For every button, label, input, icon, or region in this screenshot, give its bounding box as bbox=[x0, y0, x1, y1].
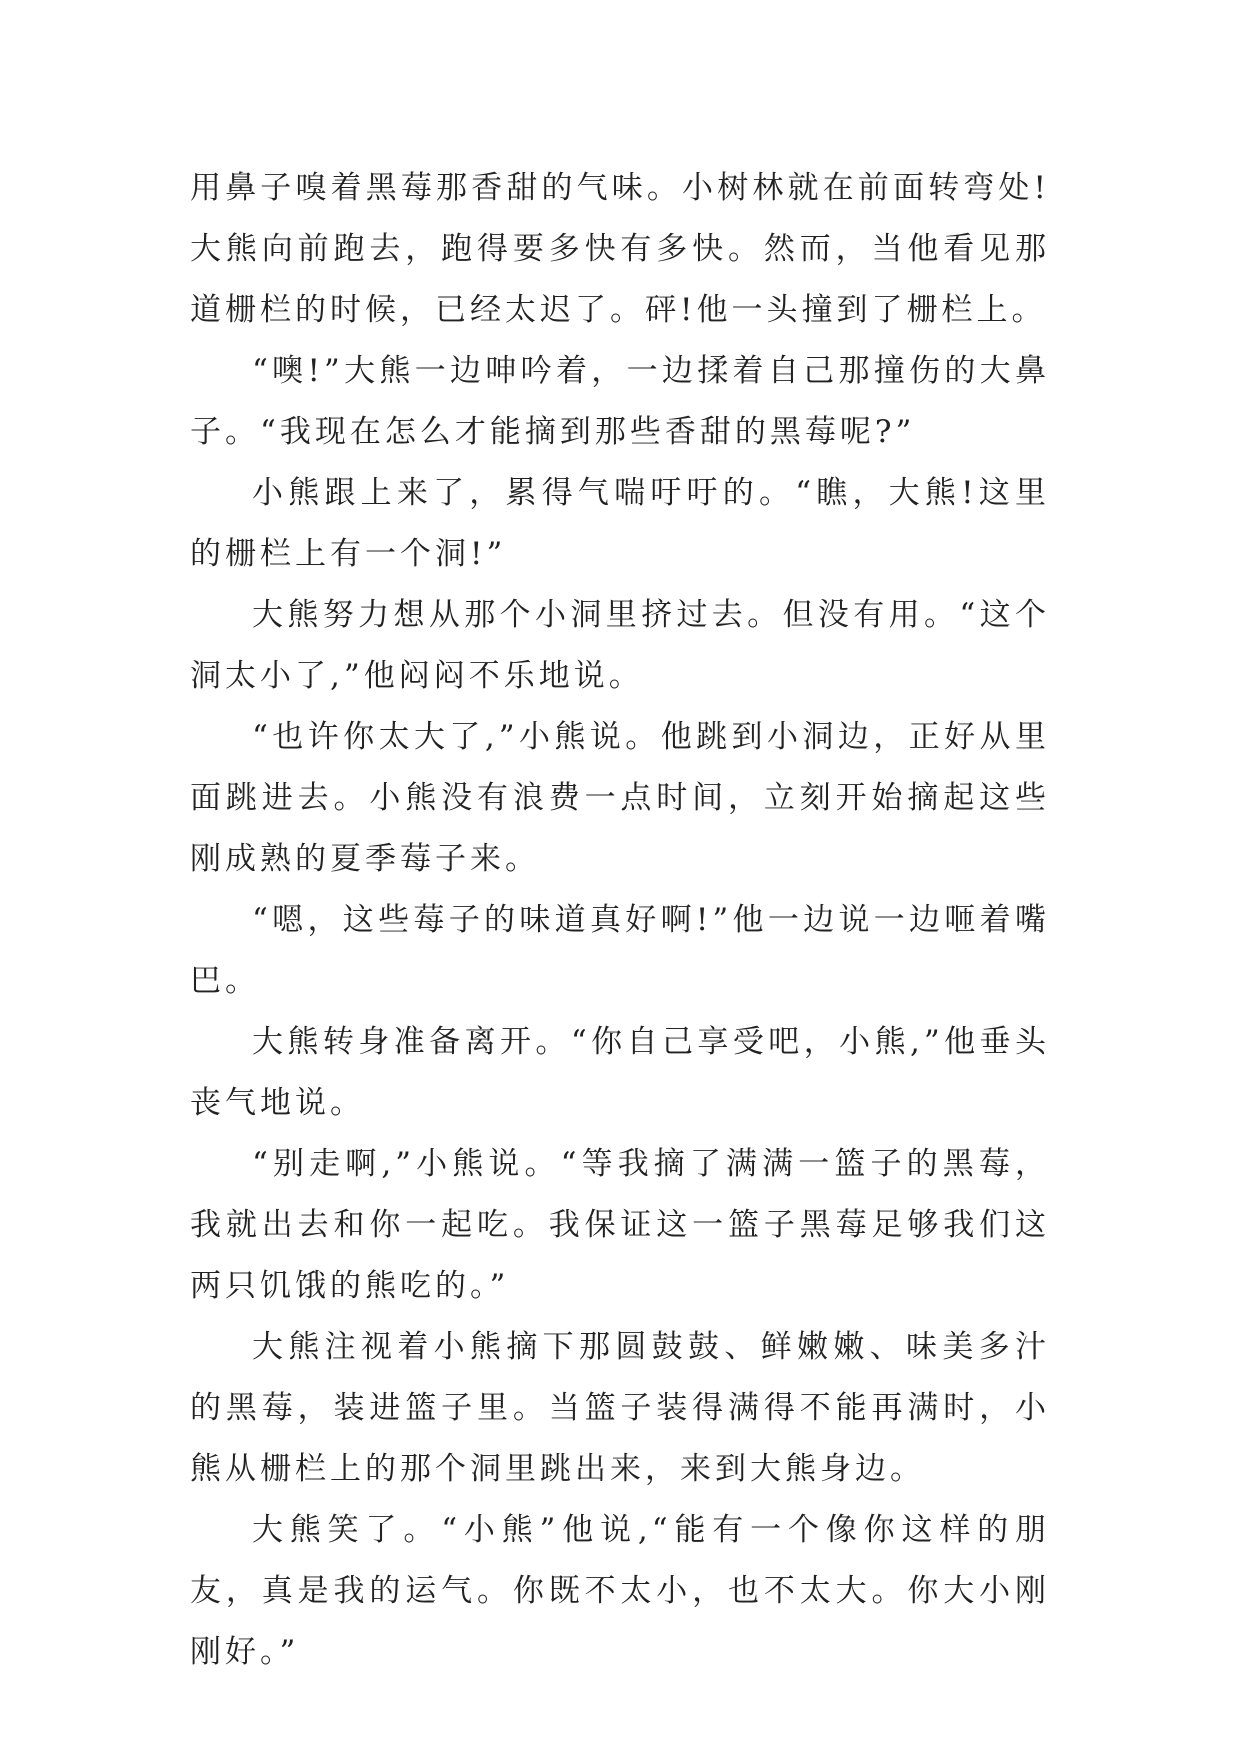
paragraph: “也许你太大了,”小熊说。他跳到小洞边，正好从里面跳进去。小熊没有浪费一点时间，立刻开始摘起这些刚成熟的夏季莓子来。 bbox=[190, 719, 1050, 877]
paragraph: 大熊努力想从那个小洞里挤过去。但没有用。“这个洞太小了,”他闷闷不乐地说。 bbox=[190, 597, 1050, 694]
paragraph: 大熊笑了。“小熊”他说,“能有一个像你这样的朋友，真是我的运气。你既不太小，也不太大。你大小刚刚好。” bbox=[190, 1512, 1050, 1670]
paragraph: “噢!”大熊一边呻吟着，一边揉着自己那撞伤的大鼻子。“我现在怎么才能摘到那些香甜的黑莓呢?” bbox=[190, 353, 1050, 450]
paragraph: “嗯，这些莓子的味道真好啊!”他一边说一边咂着嘴巴。 bbox=[190, 902, 1050, 999]
paragraph: “别走啊,”小熊说。“等我摘了满满一篮子的黑莓，我就出去和你一起吃。我保证这一篮子黑莓足够我们这两只饥饿的熊吃的。” bbox=[190, 1146, 1050, 1304]
paragraph: 用鼻子嗅着黑莓那香甜的气味。小树林就在前面转弯处!大熊向前跑去，跑得要多快有多快。然而，当他看见那道栅栏的时候，已经太迟了。砰!他一头撞到了栅栏上。 bbox=[190, 170, 1050, 328]
paragraph: 大熊注视着小熊摘下那圆鼓鼓、鲜嫩嫩、味美多汁的黑莓，装进篮子里。当篮子装得满得不能再满时，小熊从栅栏上的那个洞里跳出来，来到大熊身边。 bbox=[190, 1329, 1050, 1487]
paragraph: 小熊跟上来了，累得气喘吁吁的。“瞧，大熊!这里的栅栏上有一个洞!” bbox=[190, 475, 1050, 572]
paragraph: 大熊转身准备离开。“你自己享受吧，小熊,”他垂头丧气地说。 bbox=[190, 1024, 1050, 1121]
story-text bbox=[190, 158, 1050, 1683]
